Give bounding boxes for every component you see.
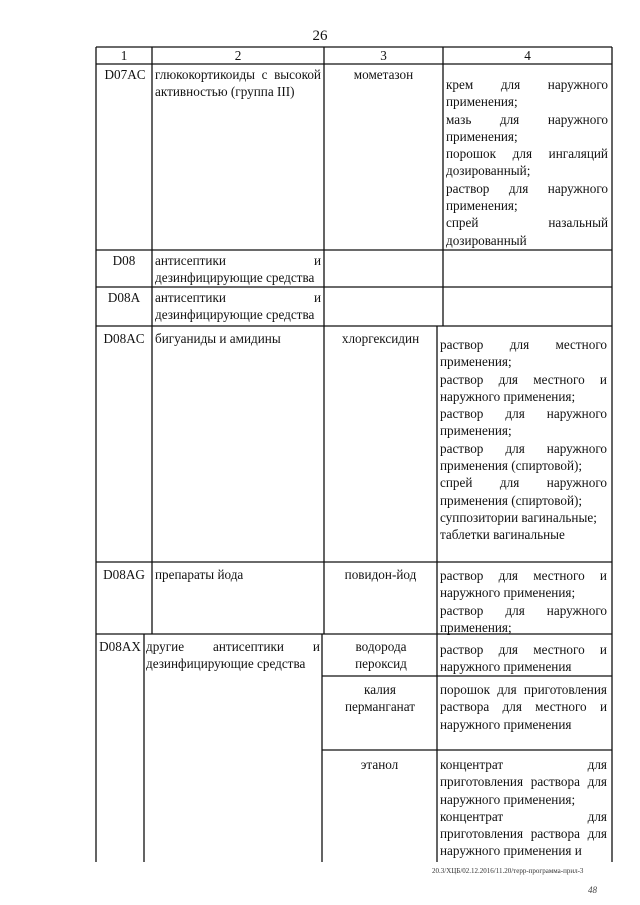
- atc-code: D08: [112, 253, 136, 268]
- group-name: препараты йода: [155, 567, 244, 582]
- substance-name: водорода пероксид: [355, 639, 407, 672]
- page-number: 26: [312, 28, 328, 44]
- substance-name: калия перманганат: [344, 682, 416, 715]
- substance-name: мометазон: [353, 67, 414, 82]
- header-col-1: 1: [120, 48, 128, 63]
- substance-name: хлоргексидин: [341, 331, 420, 346]
- dosage-forms: раствор для местного и наружного применения; раствор для наружного применения;: [440, 568, 607, 635]
- atc-code: D08AX: [99, 639, 141, 654]
- dosage-forms: крем для наружного применения; мазь для наружного применения; порошок для ингаляций дозированный; раствор для наружного применения; спрей назальный дозированный: [446, 77, 608, 248]
- substance-name: повидон-йод: [344, 567, 417, 582]
- corner-mark: 48: [588, 885, 597, 895]
- group-name: бигуаниды и амидины: [155, 331, 281, 346]
- atc-code: D08A: [107, 290, 141, 305]
- dosage-forms: концентрат для приготовления раствора для наружного применения; концентрат для приготовления раствора для наружного применения и: [440, 757, 607, 859]
- header-col-3: 3: [380, 48, 387, 63]
- atc-code: D08AC: [103, 331, 145, 346]
- group-name: глюкокортикоиды с высокой активностью (группа III): [155, 67, 321, 100]
- document-footer: 20.3/ХЦБ/02.12.2016/11.20/терр-программа-прил-3: [432, 867, 584, 875]
- substance-name: этанол: [360, 757, 399, 772]
- header-col-2: 2: [234, 48, 242, 63]
- group-name: антисептики и дезинфицирующие средства: [155, 253, 321, 286]
- atc-code: D08AG: [103, 567, 145, 582]
- group-name: антисептики и дезинфицирующие средства: [155, 290, 321, 323]
- dosage-forms: раствор для местного применения; раствор для местного и наружного применения; раствор для наружного применения; раствор для наружного применения (спиртовой); спрей для наружного применения (спиртовой); суппозитории вагинальные; таблетки вагинальные: [440, 337, 607, 543]
- atc-code: D07AC: [104, 67, 146, 82]
- header-col-4: 4: [524, 48, 531, 63]
- dosage-forms: раствор для местного и наружного применения: [440, 642, 607, 675]
- dosage-forms: порошок для приготовления раствора для местного и наружного применения: [440, 682, 607, 732]
- group-name: другие антисептики и дезинфицирующие средства: [146, 639, 320, 672]
